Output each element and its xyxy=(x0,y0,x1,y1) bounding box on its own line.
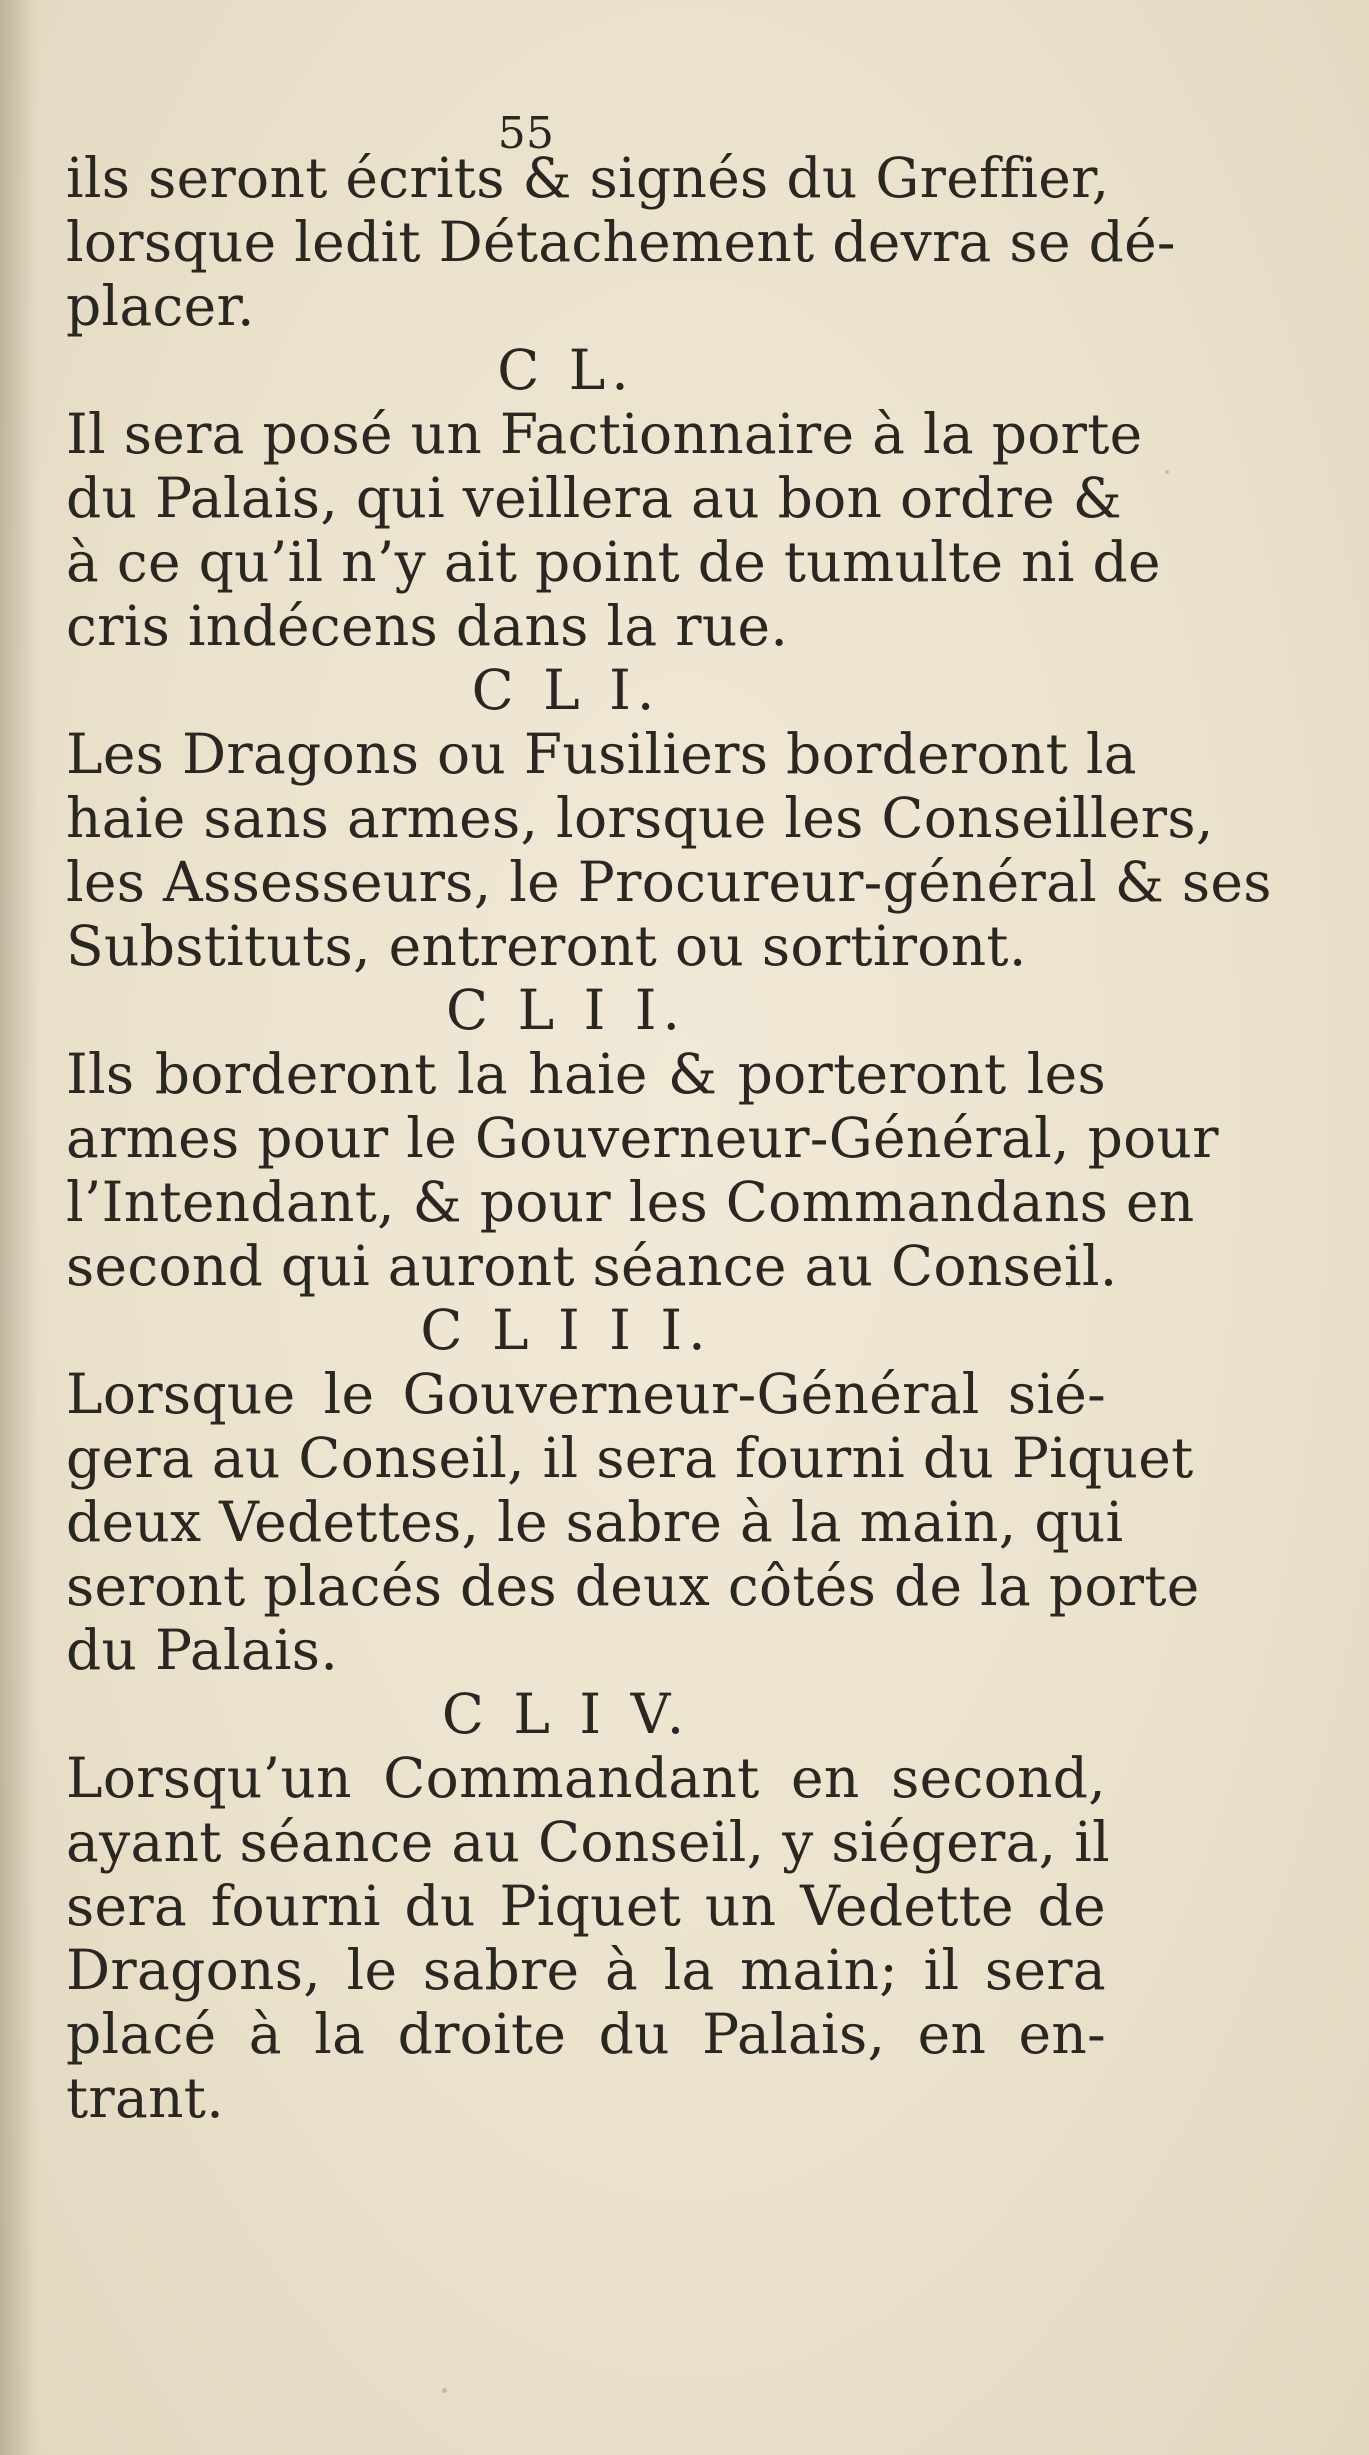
text-line: Lorsque le Gouverneur-Général sié- xyxy=(66,1362,1106,1426)
text-line: haie sans armes, lorsque les Conseillers, xyxy=(66,786,1214,850)
article-cli xyxy=(66,658,1272,978)
text-line: second qui auront séance au Conseil. xyxy=(66,1234,1118,1298)
text-line: deux Vedettes, le sabre à la main, qui xyxy=(66,1490,1124,1554)
text-line: sera fourni du Piquet un Vedette de xyxy=(66,1874,1106,1938)
text-block xyxy=(66,104,1272,2130)
text-line: lorsque ledit Détachement devra se dé- xyxy=(66,210,1176,274)
text-line: l’Intendant, & pour les Commandans en xyxy=(66,1170,1195,1234)
article-cliii xyxy=(66,1298,1200,1682)
text-line: placer. xyxy=(66,274,255,338)
text-line: ils seront écrits & signés du Greffier, xyxy=(66,146,1110,210)
text-line: du Palais, qui veillera au bon ordre & xyxy=(66,466,1123,530)
page-number: 55 xyxy=(497,108,555,159)
text-line: placé à la droite du Palais, en en- xyxy=(66,2002,1106,2066)
text-line: Les Dragons ou Fusiliers borderont la xyxy=(66,722,1137,786)
text-line: seront placés des deux côtés de la porte xyxy=(66,1554,1200,1618)
text-line: Substituts, entreront ou sortiront. xyxy=(66,914,1027,978)
text-line: Dragons, le sabre à la main; il sera xyxy=(66,1938,1106,2002)
text-line: les Assesseurs, le Procureur-général & ses xyxy=(66,850,1272,914)
text-line: cris indécens dans la rue. xyxy=(66,594,789,658)
text-line: trant. xyxy=(66,2066,224,2130)
gutter-shadow xyxy=(0,0,38,2455)
article-clii xyxy=(66,978,1219,1298)
article-heading: C L I I I. xyxy=(420,1298,712,1362)
text-line: Lorsqu’un Commandant en second, xyxy=(66,1746,1106,1810)
paper-spot xyxy=(1165,470,1169,474)
article-heading: C L I I. xyxy=(446,978,686,1042)
text-line: du Palais. xyxy=(66,1618,339,1682)
article-heading: C L. xyxy=(497,338,635,402)
text-line: Il sera posé un Factionnaire à la porte xyxy=(66,402,1143,466)
paper-spot xyxy=(442,2388,447,2393)
article-cl xyxy=(66,338,1161,658)
article-cliv xyxy=(66,1682,1111,2130)
paper-spot xyxy=(1068,1285,1071,1288)
text-line: ayant séance au Conseil, y siégera, il xyxy=(66,1810,1111,1874)
text-line: gera au Conseil, il sera fourni du Piquet xyxy=(66,1426,1194,1490)
text-line: armes pour le Gouverneur-Général, pour xyxy=(66,1106,1219,1170)
paragraph-continuation xyxy=(66,146,1176,338)
text-line: à ce qu’il n’y ait point de tumulte ni de xyxy=(66,530,1161,594)
article-heading: C L I V. xyxy=(441,1682,691,1746)
article-heading: C L I. xyxy=(471,658,661,722)
text-line: Ils borderont la haie & porteront les xyxy=(66,1042,1106,1106)
